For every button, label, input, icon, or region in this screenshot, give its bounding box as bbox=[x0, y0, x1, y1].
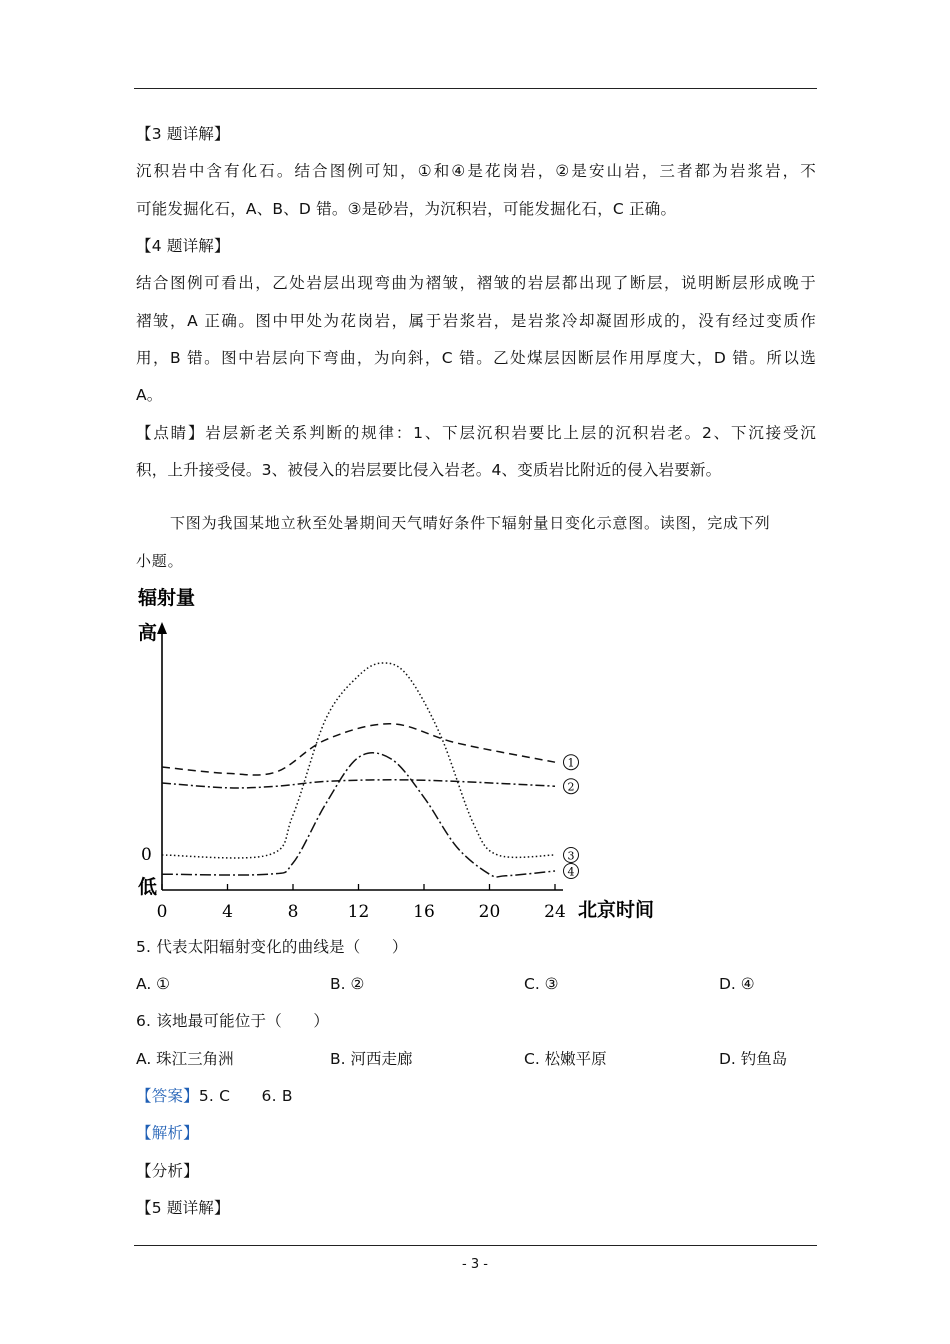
series-line-1 bbox=[162, 724, 555, 775]
tip-line-2: 积，上升接受侵。3、被侵入的岩层要比侵入岩老。4、变质岩比附近的侵入岩要新。 bbox=[136, 461, 722, 479]
x-axis-title: 北京时间 bbox=[578, 899, 655, 921]
series-line-2 bbox=[162, 780, 555, 788]
x-tick-label: 20 bbox=[478, 902, 501, 922]
section3-line-1: 沉积岩中含有化石。结合图例可知，①和④是花岗岩，②是安山岩，三者都为岩浆岩，不 bbox=[136, 162, 816, 180]
answer-text: 5. C 6. B bbox=[198, 1087, 293, 1105]
x-tick-label: 8 bbox=[287, 902, 299, 922]
intro-line-1: 下图为我国某地立秋至处暑期间天气晴好条件下辐射量日变化示意图。读图，完成下列 bbox=[170, 514, 771, 532]
series-line-4 bbox=[162, 753, 555, 877]
section4-line-1: 结合图例可看出，乙处岩层出现弯曲为褶皱，褶皱的岩层都出现了断层，说明断层形成晚于 bbox=[136, 274, 816, 292]
legend-label-1: 1 bbox=[567, 756, 575, 770]
q5-option-d[interactable]: D. ④ bbox=[719, 975, 755, 993]
section4-line-4: A。 bbox=[136, 386, 163, 404]
bottom-rule bbox=[134, 1245, 817, 1246]
analysis-label: 【解析】 bbox=[136, 1124, 199, 1142]
q6-option-d[interactable]: D. 钓鱼岛 bbox=[719, 1050, 788, 1068]
y-zero-label: 0 bbox=[141, 845, 152, 865]
answer-label: 【答案】 bbox=[136, 1087, 199, 1105]
x-tick-label: 24 bbox=[544, 902, 566, 922]
q5-option-a[interactable]: A. ① bbox=[136, 975, 171, 993]
tip-line-1: 【点睛】岩层新老关系判断的规律：1、下层沉积岩要比上层的沉积岩老。2、下沉接受沉 bbox=[136, 424, 816, 442]
radiation-chart bbox=[0, 580, 950, 925]
answer-line bbox=[136, 1086, 816, 1106]
x-tick-label: 12 bbox=[347, 902, 370, 922]
y-axis-title: 辐射量 bbox=[138, 587, 196, 609]
section4-heading: 【4 题详解】 bbox=[136, 237, 230, 255]
q5-option-b[interactable]: B. ② bbox=[330, 975, 365, 993]
q6-option-a[interactable]: A. 珠江三角洲 bbox=[136, 1050, 234, 1068]
q6-option-b[interactable]: B. 河西走廊 bbox=[330, 1050, 413, 1068]
section3-line-2: 可能发掘化石，A、B、D 错。③是砂岩，为沉积岩，可能发掘化石，C 正确。 bbox=[136, 200, 677, 218]
y-axis-arrow bbox=[157, 622, 167, 634]
legend-label-3: 3 bbox=[567, 849, 575, 863]
intro-line-2: 小题。 bbox=[136, 552, 184, 570]
top-rule bbox=[134, 88, 817, 89]
q5-option-c[interactable]: C. ③ bbox=[524, 975, 559, 993]
page-number: - 3 - bbox=[462, 1257, 488, 1272]
legend-label-4: 4 bbox=[567, 865, 575, 879]
x-tick-label: 4 bbox=[222, 902, 233, 922]
q5-stem: 5. 代表太阳辐射变化的曲线是（ ） bbox=[136, 938, 408, 956]
legend-label-2: 2 bbox=[567, 780, 575, 794]
q6-option-c[interactable]: C. 松嫩平原 bbox=[524, 1050, 607, 1068]
section4-line-2: 褶皱，A 正确。图中甲处为花岗岩，属于岩浆岩，是岩浆冷却凝固形成的，没有经过变质作 bbox=[136, 312, 816, 330]
series-line-3 bbox=[162, 663, 555, 858]
x-tick-label: 0 bbox=[156, 902, 168, 922]
fenxi-label: 【分析】 bbox=[136, 1162, 199, 1180]
y-high-label: 高 bbox=[138, 622, 158, 644]
section3-heading: 【3 题详解】 bbox=[136, 125, 230, 143]
section4-line-3: 用，B 错。图中岩层向下弯曲，为向斜，C 错。乙处煤层因断层作用厚度大，D 错。所以选 bbox=[136, 349, 816, 367]
q6-stem: 6. 该地最可能位于（ ） bbox=[136, 1012, 330, 1030]
y-low-label: 低 bbox=[138, 876, 158, 898]
section5-heading: 【5 题详解】 bbox=[136, 1199, 230, 1217]
x-tick-label: 16 bbox=[413, 902, 435, 922]
